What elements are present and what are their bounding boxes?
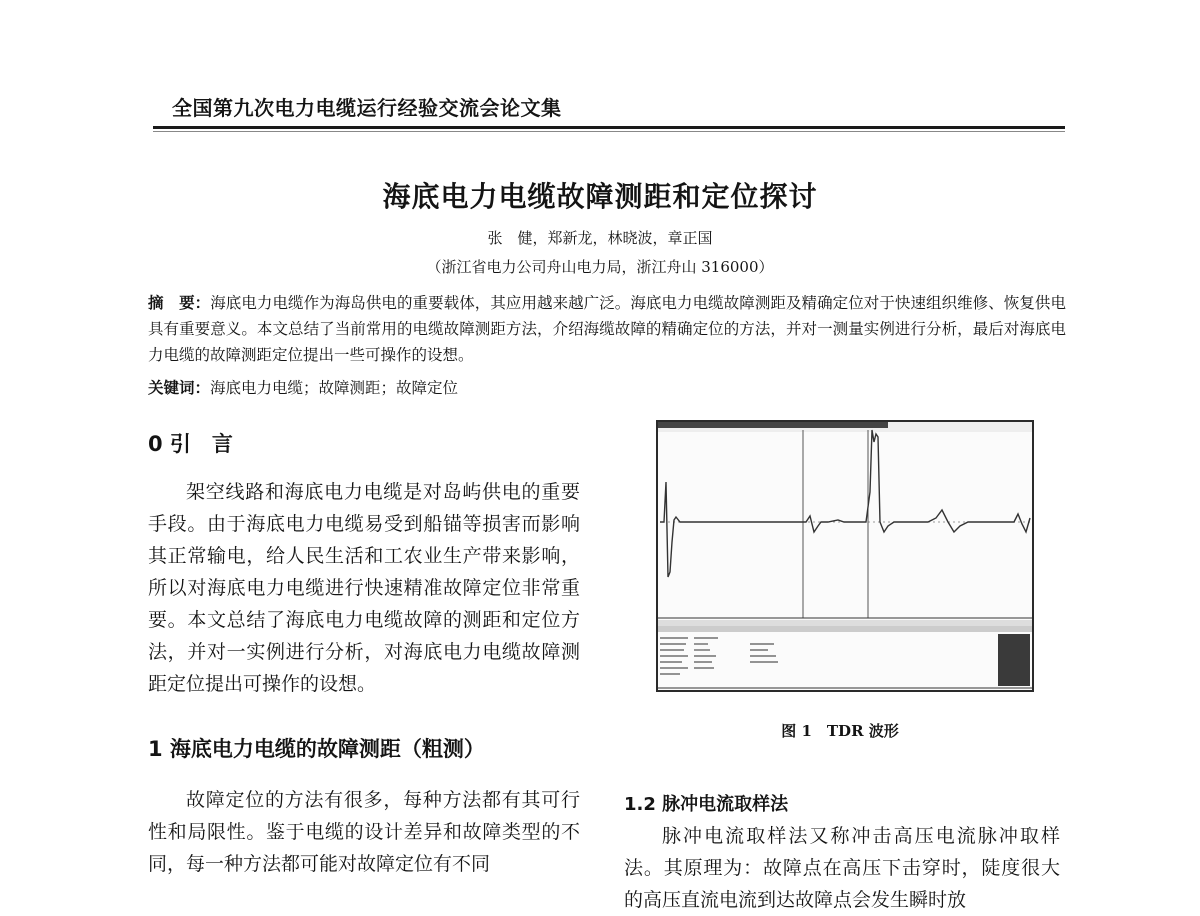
figure-caption: 图 1 TDR 波形 bbox=[781, 722, 899, 740]
abstract-text: 海底电力电缆作为海岛供电的重要载体，其应用越来越广泛。海底电力电缆故障测距及精确定位对于快速组织维修、恢复供电具有重要意义。本文总结了当前常用的电缆故障测距方法，介绍海缆故障的精确定位的方法，并对一测量实例进行分析，最后对海底电力电缆的故障测距定位提出一些可操作的设想。 bbox=[148, 294, 1066, 364]
scope-info-bar bbox=[658, 626, 1032, 632]
section-1-heading: 1 海底电力电缆的故障测距（粗测） bbox=[148, 737, 485, 761]
paper-authors: 张 健，郑新龙，林晓波，章正国 bbox=[487, 229, 713, 247]
subsection-1-2-heading: 1.2 脉冲电流取样法 bbox=[624, 794, 789, 815]
abstract-label: 摘 要： bbox=[148, 293, 211, 312]
tdr-waveform-image bbox=[658, 422, 1032, 690]
paper-affiliation: （浙江省电力公司舟山电力局，浙江舟山 316000） bbox=[426, 258, 774, 276]
section-0-text: 架空线路和海底电力电缆是对岛屿供电的重要手段。由于海底电力电缆易受到船锚等损害而影响其正常输电，给人民生活和工农业生产带来影响，所以对海底电力电缆进行快速精准故障定位非常重要。本文总结了海底电力电缆故障的测距和定位方法，并对一实例进行分析，对海底电力电缆故障测距定位提出可操作的设想。 bbox=[148, 481, 580, 695]
keywords-label: 关键词： bbox=[148, 378, 211, 397]
scope-side-buttons bbox=[998, 634, 1030, 686]
header-rule-thin bbox=[153, 131, 1065, 132]
section-1-text: 故障定位的方法有很多，每种方法都有其可行性和局限性。鉴于电缆的设计差异和故障类型的不同，每一种方法都可能对故障定位有不同 bbox=[148, 789, 580, 875]
header-rule bbox=[153, 126, 1065, 129]
paper-title: 海底电力电缆故障测距和定位探讨 bbox=[382, 180, 818, 213]
keywords-text: 海底电力电缆；故障测距；故障定位 bbox=[210, 379, 459, 397]
tdr-waveform-figure bbox=[656, 420, 1034, 692]
keywords-block bbox=[148, 376, 458, 398]
scope-ruler-bar bbox=[658, 620, 1032, 626]
abstract-block bbox=[148, 290, 1066, 368]
section-0-paragraph bbox=[148, 476, 580, 700]
journal-header-title: 全国第九次电力电缆运行经验交流会论文集 bbox=[172, 96, 562, 120]
tdr-waveform-trace bbox=[660, 430, 1030, 577]
subsection-1-2-text: 脉冲电流取样法又称冲击高压电流脉冲取样法。其原理为：故障点在高压下击穿时，陡度很大的高压直流电流到达故障点会发生瞬时放 bbox=[624, 825, 1060, 911]
scope-param-lines bbox=[660, 638, 778, 674]
section-1-paragraph bbox=[148, 784, 580, 880]
subsection-1-2-paragraph bbox=[624, 820, 1060, 916]
scope-header-strip bbox=[658, 422, 888, 428]
section-0-heading: 0 引 言 bbox=[148, 432, 233, 456]
